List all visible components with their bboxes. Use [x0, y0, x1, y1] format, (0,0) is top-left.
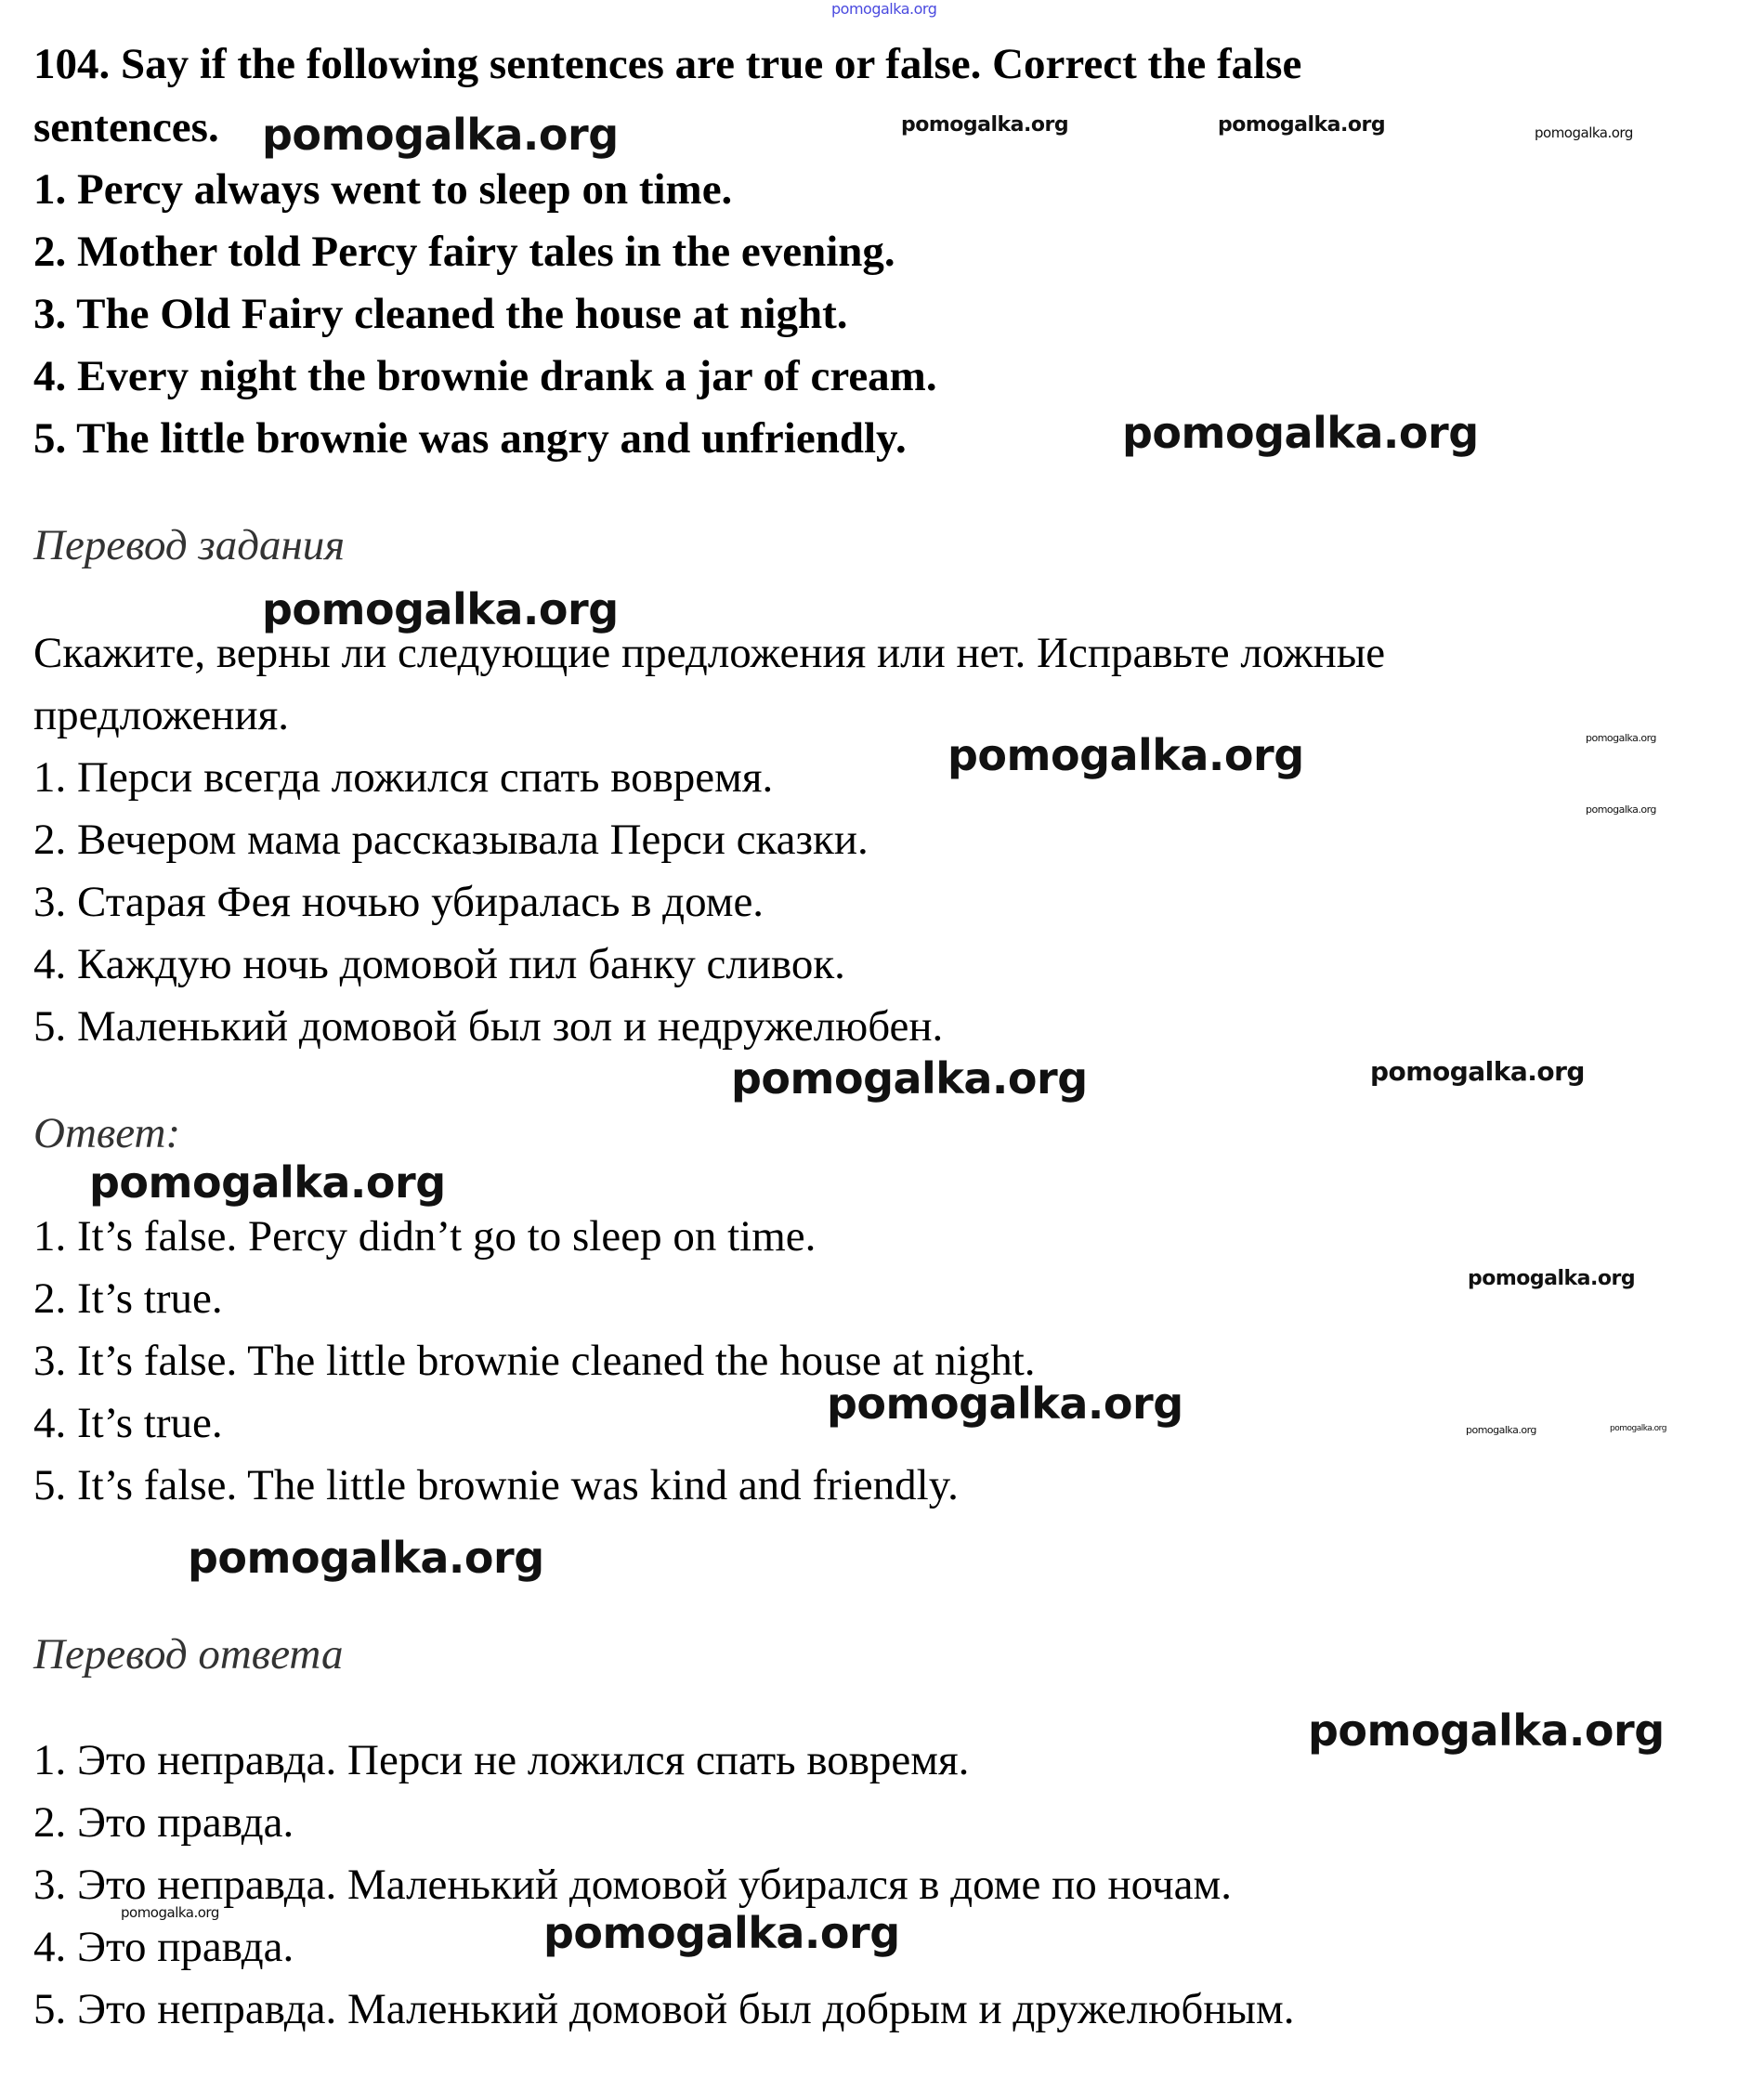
- watermark: pomogalka.org: [1535, 124, 1633, 141]
- watermark: pomogalka.org: [901, 113, 1069, 137]
- answer-translation-item-3: 3. Это неправда. Маленький домовой убирался в доме по ночам.: [33, 1861, 1232, 1909]
- exercise-item-2: 2. Mother told Percy fairy tales in the evening.: [33, 228, 895, 276]
- answer-translation-item-2: 2. Это правда.: [33, 1798, 294, 1847]
- watermark: pomogalka.org: [89, 1157, 446, 1208]
- watermark: pomogalka.org: [262, 110, 619, 160]
- watermark: pomogalka.org: [827, 1378, 1183, 1429]
- exercise-title-line1: 104. Say if the following sentences are true or false. Correct the false: [33, 40, 1302, 88]
- answer-translation-item-4: 4. Это правда.: [33, 1923, 294, 1971]
- task-translation-heading: Перевод задания: [33, 521, 346, 569]
- answer-item-3: 3. It’s false. The little brownie cleaned the house at night.: [33, 1337, 1036, 1385]
- task-translation-item-4: 4. Каждую ночь домовой пил банку сливок.: [33, 940, 845, 988]
- exercise-item-4: 4. Every night the brownie drank a jar of cream.: [33, 352, 937, 400]
- task-translation-line1: Скажите, верны ли следующие предложения или нет. Исправьте ложные: [33, 629, 1386, 677]
- answer-item-1: 1. It’s false. Percy didn’t go to sleep on time.: [33, 1212, 817, 1261]
- answer-item-2: 2. It’s true.: [33, 1274, 223, 1323]
- watermark: pomogalka.org: [731, 1053, 1088, 1104]
- answer-translation-item-5: 5. Это неправда. Маленький домовой был добрым и дружелюбным.: [33, 1985, 1295, 2033]
- exercise-item-3: 3. The Old Fairy cleaned the house at night.: [33, 290, 848, 338]
- task-translation-line2: предложения.: [33, 691, 289, 739]
- task-translation-item-5: 5. Маленький домовой был зол и недружелюбен.: [33, 1002, 944, 1051]
- watermark: pomogalka.org: [543, 1908, 900, 1958]
- task-translation-item-3: 3. Старая Фея ночью убиралась в доме.: [33, 878, 764, 926]
- answer-translation-item-1: 1. Это неправда. Перси не ложился спать вовремя.: [33, 1736, 970, 1784]
- watermark-top: pomogalka.org: [831, 0, 937, 18]
- watermark: pomogalka.org: [188, 1533, 544, 1583]
- watermark: pomogalka.org: [121, 1904, 219, 1921]
- watermark: pomogalka.org: [1308, 1705, 1665, 1756]
- watermark: pomogalka.org: [1468, 1267, 1636, 1290]
- answer-item-5: 5. It’s false. The little brownie was kind and friendly.: [33, 1461, 959, 1509]
- watermark: pomogalka.org: [1466, 1424, 1536, 1436]
- watermark: pomogalka.org: [1370, 1056, 1585, 1087]
- answer-translation-heading: Перевод ответа: [33, 1630, 344, 1679]
- task-translation-item-2: 2. Вечером мама рассказывала Перси сказки.: [33, 816, 869, 864]
- exercise-title-line2: sentences.: [33, 103, 219, 151]
- answer-item-4: 4. It’s true.: [33, 1399, 223, 1447]
- watermark: pomogalka.org: [1586, 732, 1656, 744]
- watermark: pomogalka.org: [262, 584, 619, 634]
- task-translation-item-1: 1. Перси всегда ложился спать вовремя.: [33, 753, 774, 802]
- exercise-item-1: 1. Percy always went to sleep on time.: [33, 165, 733, 214]
- watermark: pomogalka.org: [947, 730, 1304, 780]
- exercise-item-5: 5. The little brownie was angry and unfriendly.: [33, 414, 907, 463]
- watermark: pomogalka.org: [1218, 113, 1386, 137]
- watermark: pomogalka.org: [1122, 408, 1479, 458]
- answer-heading: Ответ:: [33, 1109, 181, 1157]
- watermark: pomogalka.org: [1610, 1424, 1666, 1433]
- watermark: pomogalka.org: [1586, 803, 1656, 816]
